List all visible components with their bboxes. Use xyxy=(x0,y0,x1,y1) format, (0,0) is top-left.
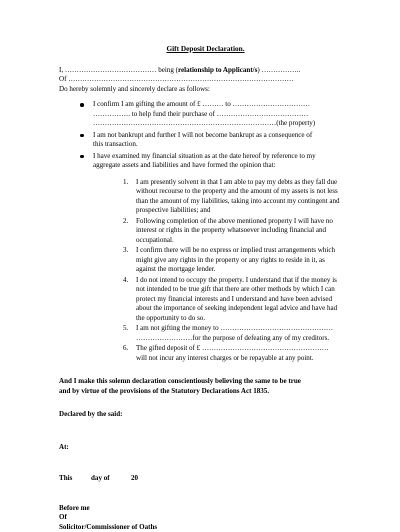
item-line: protect my financial interests and I understand and have been advised xyxy=(136,295,352,305)
bullet-financial-situation xyxy=(81,152,352,171)
item-line: interest or rights in the property whatsoever including financial and xyxy=(136,226,352,236)
this-label: This xyxy=(59,474,91,484)
bullet-not-bankrupt xyxy=(81,131,352,150)
opinion-item-2 xyxy=(123,217,352,246)
item-number: 2. xyxy=(123,217,128,227)
declaration-bullets xyxy=(59,100,352,171)
closing-line: And I make this solemn declaration conscientiously believing the same to be true xyxy=(59,377,352,387)
date-line xyxy=(59,474,352,484)
intro-line-declarant xyxy=(59,66,352,76)
title-text: Gift Deposit Declaration xyxy=(166,44,242,53)
item-number: 5. xyxy=(123,324,128,334)
bullet-line: I am not bankrupt and further I will not become bankrupt as a consequence of xyxy=(93,131,352,141)
bullet-line: ……………………………………………………………………(the property) xyxy=(93,119,352,129)
intro-line1-a: I, ………………………………… being ( xyxy=(59,66,178,74)
item-line: I am presently solvent in that I am able to pay my debts as they fall due xyxy=(136,178,352,188)
intro-line1-b: ) …………….. xyxy=(257,66,300,74)
day-of-label: day of xyxy=(91,474,131,484)
closing-line: and by virtue of the provisions of the Statutory Declarations Act 1835. xyxy=(59,387,352,397)
bullet-gift-amount xyxy=(81,100,352,129)
bullet-line: aggregate assets and liabilities and have formed the opinion that: xyxy=(93,161,352,171)
item-line: ……………………for the purpose of defeating any of my creditors. xyxy=(136,334,352,344)
intro-line-declare: Do hereby solemnly and sincerely declare as follows: xyxy=(59,85,352,95)
item-number: 4. xyxy=(123,276,128,286)
of-label: Of xyxy=(59,513,352,523)
opinion-item-5 xyxy=(123,324,352,343)
item-line: prospective liabilities; and xyxy=(136,206,352,216)
item-line: than the amount of my liabilities, taking into account my contingent and xyxy=(136,197,352,207)
item-line: against the mortgage lender. xyxy=(136,265,352,275)
title-dot: . xyxy=(243,44,245,53)
bullet-line: this transaction. xyxy=(93,140,352,150)
document-title xyxy=(59,44,352,54)
item-line: not intended to be true gift that there are other methods by which I can xyxy=(136,285,352,295)
item-line: the opportunity to do so. xyxy=(136,314,352,324)
item-line: will not incur any interest charges or be repayable at any point. xyxy=(136,354,352,364)
before-me-label: Before me xyxy=(59,504,352,514)
item-line: occupational. xyxy=(136,236,352,246)
at-label: At: xyxy=(59,443,352,453)
item-line: Following completion of the above mentioned property I will have no xyxy=(136,217,352,227)
relationship-label: relationship to Applicant/s xyxy=(178,66,257,74)
opinion-item-1 xyxy=(123,178,352,216)
opinion-item-4 xyxy=(123,276,352,324)
bullet-line: I have examined my financial situation as at the date hereof by reference to my xyxy=(93,152,352,162)
solicitor-label: Solicitor/Commissioner of Oaths xyxy=(59,523,352,532)
item-line: might give any rights in the property or any rights to reside in it, as xyxy=(136,256,352,266)
item-line: I am not gifting the money to ………………………………………… xyxy=(136,324,352,334)
item-number: 6. xyxy=(123,344,128,354)
bullet-line: ……………. to help fund their purchase of ………………………………… xyxy=(93,110,352,120)
intro-line-address: Of …………………………………………………………………………………… xyxy=(59,75,352,85)
item-line: I confirm there will be no express or implied trust arrangements which xyxy=(136,246,352,256)
item-line: without recourse to the property and the amount of my assets is not less xyxy=(136,187,352,197)
declared-by-label: Declared by the said: xyxy=(59,410,352,420)
item-number: 3. xyxy=(123,246,128,256)
closing-statement xyxy=(59,377,352,396)
opinion-item-6 xyxy=(123,344,352,363)
bullet-line: I confirm I am gifting the amount of £ ……… to …………………………… xyxy=(93,100,352,110)
item-line: The gifted deposit of £ ……………………………………………… xyxy=(136,344,352,354)
opinion-item-3 xyxy=(123,246,352,275)
intro-section xyxy=(59,66,352,95)
opinion-list xyxy=(59,178,352,364)
item-line: about the importance of seeking independent legal advice and have had xyxy=(136,304,352,314)
item-line: I do not intend to occupy the property. I understand that if the money is xyxy=(136,276,352,286)
year-prefix: 20 xyxy=(131,474,138,484)
item-number: 1. xyxy=(123,178,128,188)
